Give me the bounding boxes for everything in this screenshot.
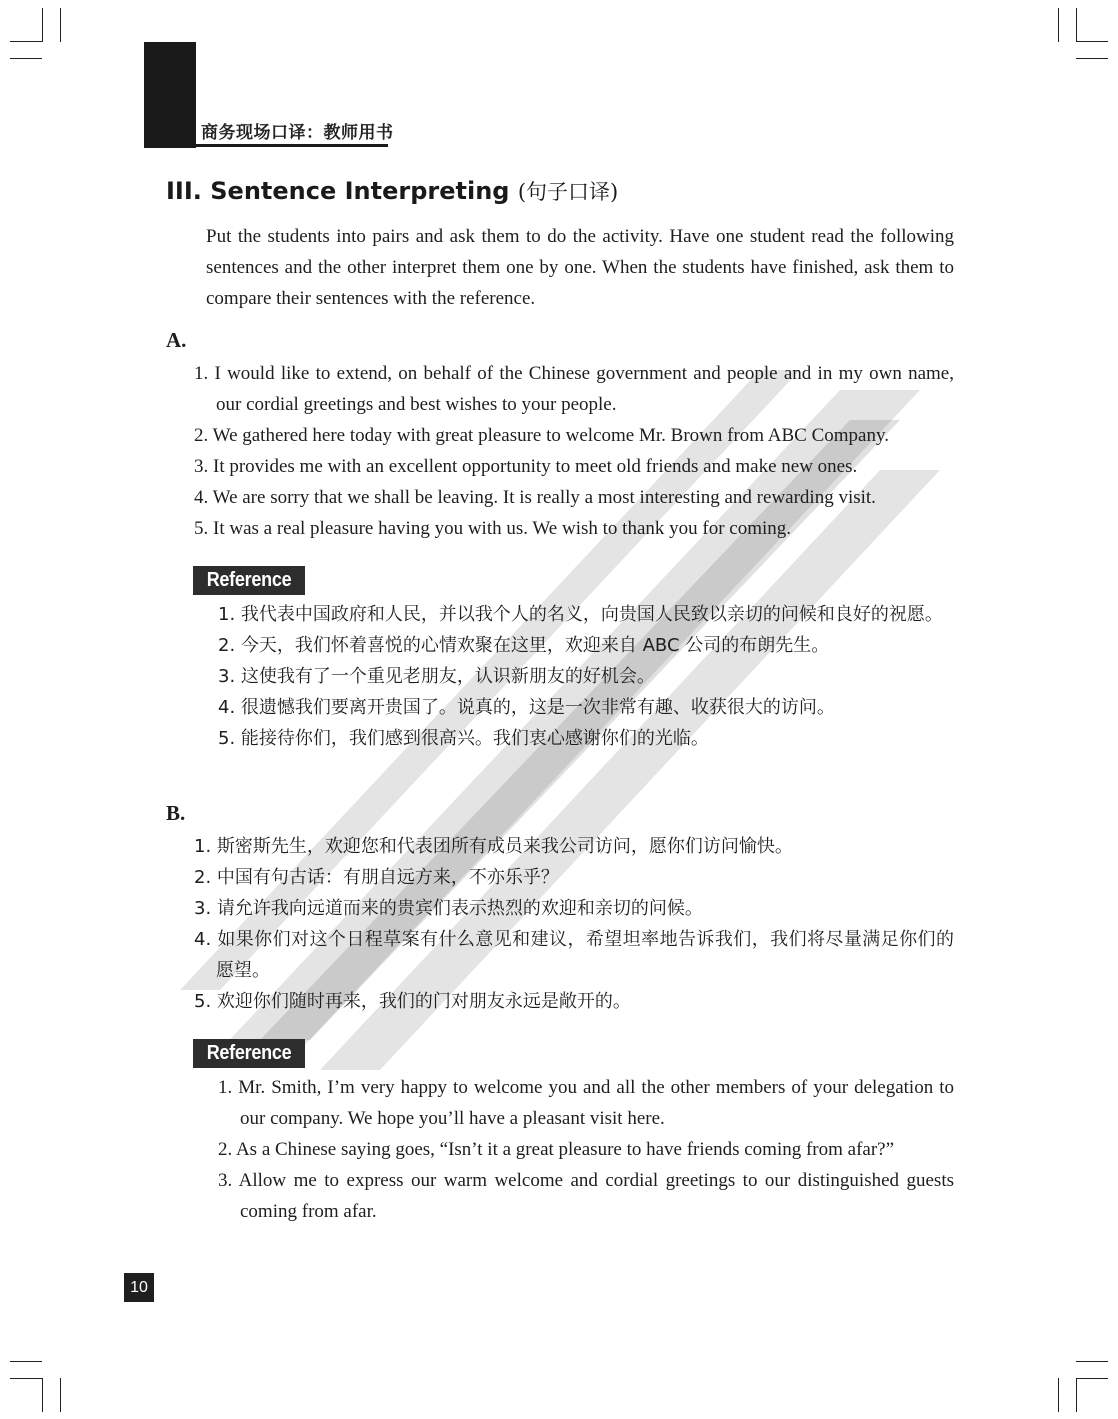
crop-mark [1076,8,1077,42]
list-item: 3. 请允许我向远道而来的贵宾们表示热烈的欢迎和亲切的问候。 [194,898,703,919]
crop-mark [1076,58,1108,59]
section-title-en: III. Sentence Interpreting [166,177,510,205]
part-b-list [194,831,954,1017]
crop-mark [1076,1361,1108,1362]
section-title [166,176,618,206]
header-rule [196,144,388,147]
list-item: 5. It was a real pleasure having you with us. We wish to thank you for coming. [194,518,792,539]
list-item: 1. I would like to extend, on behalf of the Chinese government and people and in my own name, our cordial greetings and best wishes to your people. [194,363,954,415]
header-black-block [144,42,196,148]
part-a-label: A. [166,328,187,352]
list-item: 2. 今天，我们怀着喜悦的心情欢聚在这里，欢迎来自 ABC 公司的布朗先生。 [218,635,830,656]
list-item: 3. It provides me with an excellent opportunity to meet old friends and make new ones. [194,456,858,477]
part-b-label: B. [166,801,186,825]
list-item: 2. As a Chinese saying goes, “Isn’t it a great pleasure to have friends coming from afar?” [218,1139,895,1160]
crop-mark [1076,1378,1108,1379]
instructions-paragraph: Put the students into pairs and ask them to do the activity. Have one student read the following sentences and the other interpret them one by one. When the students have finished, ask them to compare their sentences with the reference. [206,226,954,309]
list-item: 3. 这使我有了一个重见老朋友，认识新朋友的好机会。 [218,666,655,687]
page-number: 10 [124,1273,154,1302]
crop-mark [60,1378,61,1412]
crop-mark [10,41,42,42]
reference-badge: Reference [193,1039,305,1068]
part-a-list [194,358,954,544]
list-item: 2. We gathered here today with great pleasure to welcome Mr. Brown from ABC Company. [194,425,889,446]
crop-mark [1058,1378,1059,1412]
list-item: 4. 很遗憾我们要离开贵国了。说真的，这是一次非常有趣、收获很大的访问。 [218,697,835,718]
crop-mark [60,8,61,42]
list-item: 1. 我代表中国政府和人民，并以我个人的名义，向贵国人民致以亲切的问候和良好的祝愿。 [218,604,943,625]
reference-badge: Reference [193,566,305,595]
part-a-reference-list [218,599,954,754]
list-item: 1. Mr. Smith, I’m very happy to welcome you and all the other members of your delegation to our company. We hope you’ll have a pleasant visit here. [218,1077,954,1129]
list-item: 3. Allow me to express our warm welcome and cordial greetings to our distinguished guests coming from afar. [218,1170,954,1222]
list-item: 2. 中国有句古话：有朋自远方来，不亦乐乎？ [194,867,559,888]
crop-mark [1058,8,1059,42]
crop-mark [10,58,42,59]
crop-mark [1076,1378,1077,1412]
list-item: 5. 能接待你们，我们感到很高兴。我们衷心感谢你们的光临。 [218,728,709,749]
crop-mark [1076,41,1108,42]
crop-mark [42,8,43,42]
crop-mark [10,1361,42,1362]
crop-mark [42,1378,43,1412]
list-item: 1. 斯密斯先生，欢迎您和代表团所有成员来我公司访问，愿你们访问愉快。 [194,836,793,857]
section-title-cn: (句子口译) [517,180,619,204]
list-item: 4. 如果你们对这个日程草案有什么意见和建议，希望坦率地告诉我们，我们将尽量满足你们的愿望。 [194,929,954,981]
list-item: 5. 欢迎你们随时再来，我们的门对朋友永远是敞开的。 [194,991,631,1012]
crop-mark [10,1378,42,1379]
part-b-reference-list [218,1072,954,1227]
book-title: 商务现场口译：教师用书 [201,123,394,143]
list-item: 4. We are sorry that we shall be leaving. It is really a most interesting and rewarding visit. [194,487,876,508]
